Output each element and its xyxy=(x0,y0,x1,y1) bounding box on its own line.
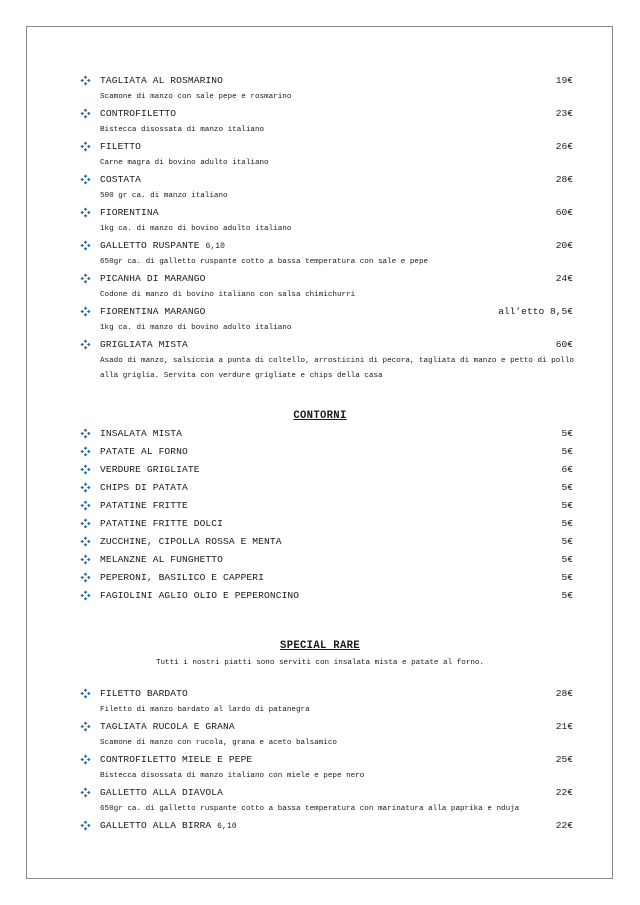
menu-item xyxy=(0,751,640,769)
item-name-text: PATATINE FRITTE DOLCI xyxy=(100,518,224,529)
item-description xyxy=(0,769,640,784)
contorni-section xyxy=(0,425,640,605)
item-description xyxy=(0,736,640,751)
four-diamond-bullet-icon xyxy=(80,554,91,565)
menu-item xyxy=(0,784,640,802)
four-diamond-bullet-icon xyxy=(80,240,91,251)
item-name xyxy=(100,820,237,833)
contorni-heading: CONTORNI xyxy=(293,410,347,422)
item-price: 60€ xyxy=(555,207,573,218)
item-price: 26€ xyxy=(555,141,573,152)
item-name xyxy=(100,536,282,548)
item-description xyxy=(0,354,640,384)
item-name xyxy=(100,721,235,733)
item-name-text: GRIGLIATA MISTA xyxy=(100,339,188,350)
item-description xyxy=(0,802,640,817)
item-price: all’etto 8,5€ xyxy=(498,306,573,317)
item-description-text: Filetto di manzo bardato al lardo di patanegra xyxy=(100,706,310,714)
item-name-text: FAGIOLINI AGLIO OLIO E PEPERONCINO xyxy=(100,590,300,601)
item-price: 5€ xyxy=(561,446,573,457)
four-diamond-bullet-icon xyxy=(80,273,91,284)
four-diamond-bullet-icon xyxy=(80,339,91,350)
item-name-text: FIORENTINA xyxy=(100,207,159,218)
item-description xyxy=(0,189,640,204)
item-name-text: CONTROFILETTO MIELE E PEPE xyxy=(100,754,253,765)
item-price: 22€ xyxy=(555,787,573,798)
item-description-text: Codone di manzo di bovino italiano con salsa chimichurri xyxy=(100,291,356,299)
item-name-text: CONTROFILETTO xyxy=(100,108,177,119)
item-price: 20€ xyxy=(555,240,573,251)
item-name-text: PICANHA DI MARANGO xyxy=(100,273,206,284)
item-name xyxy=(100,754,252,766)
item-name-text: GALLETTO ALLA BIRRA xyxy=(100,820,212,831)
item-description-text: 1kg ca. di manzo di bovino adulto italiano xyxy=(100,225,292,233)
four-diamond-bullet-icon xyxy=(80,306,91,317)
item-description xyxy=(0,288,640,303)
item-price: 22€ xyxy=(555,820,573,831)
item-price: 19€ xyxy=(555,75,573,86)
special-note: Tutti i nostri piatti sono serviti con insalata mista e patate al forno. xyxy=(155,659,485,667)
item-name xyxy=(100,572,264,584)
item-description-text: 650gr ca. di galletto ruspante cotto a bassa temperatura con sale e pepe xyxy=(100,258,429,266)
item-name-text: TAGLIATA RUCOLA E GRANA xyxy=(100,721,235,732)
item-name xyxy=(100,141,141,153)
item-price: 21€ xyxy=(555,721,573,732)
item-allergens: 6,10 xyxy=(217,822,237,831)
item-price: 6€ xyxy=(561,464,573,475)
item-description xyxy=(0,703,640,718)
menu-item xyxy=(0,479,640,497)
item-price: 5€ xyxy=(561,572,573,583)
item-description-text: Asado di manzo, salsiccia a punta di coltello, arrosticini di pecora, tagliata di manzo e petto di pollo alla griglia. Servita con verdure grigliate e chips della casa xyxy=(100,357,574,380)
four-diamond-bullet-icon xyxy=(80,787,91,798)
four-diamond-bullet-icon xyxy=(80,536,91,547)
item-name xyxy=(100,108,176,120)
menu-item xyxy=(0,817,640,835)
menu-item xyxy=(0,171,640,189)
four-diamond-bullet-icon xyxy=(80,518,91,529)
menu-item xyxy=(0,497,640,515)
item-price: 60€ xyxy=(555,339,573,350)
four-diamond-bullet-icon xyxy=(80,482,91,493)
item-price: 28€ xyxy=(555,688,573,699)
item-name xyxy=(100,688,188,700)
item-description-text: Bistecca disossata di manzo italiano xyxy=(100,126,265,134)
four-diamond-bullet-icon xyxy=(80,75,91,86)
item-name xyxy=(100,207,159,219)
item-name-text: TAGLIATA AL ROSMARINO xyxy=(100,75,224,86)
item-price: 5€ xyxy=(561,590,573,601)
item-description-text: Scamone di manzo con rucola, grana e aceto balsamico xyxy=(100,739,337,747)
item-name xyxy=(100,75,223,87)
four-diamond-bullet-icon xyxy=(80,174,91,185)
item-price: 5€ xyxy=(561,500,573,511)
four-diamond-bullet-icon xyxy=(80,572,91,583)
item-name xyxy=(100,464,200,476)
item-name-text: VERDURE GRIGLIATE xyxy=(100,464,200,475)
item-description-text: Carne magra di bovino adulto italiano xyxy=(100,159,269,167)
item-price: 5€ xyxy=(561,554,573,565)
special-heading: SPECIAL RARE xyxy=(280,640,360,652)
four-diamond-bullet-icon xyxy=(80,688,91,699)
item-description-text: 1kg ca. di manzo di bovino adulto italiano xyxy=(100,324,292,332)
menu-item xyxy=(0,685,640,703)
item-name-text: PEPERONI, BASILICO E CAPPERI xyxy=(100,572,265,583)
item-price: 23€ xyxy=(555,108,573,119)
item-name-text: FIORENTINA MARANGO xyxy=(100,306,206,317)
menu-item xyxy=(0,587,640,605)
menu-item xyxy=(0,72,640,90)
item-name xyxy=(100,590,299,602)
menu-item xyxy=(0,425,640,443)
item-description-text: 500 gr ca. di manzo italiano xyxy=(100,192,228,200)
menu-item xyxy=(0,569,640,587)
four-diamond-bullet-icon xyxy=(80,754,91,765)
item-description xyxy=(0,123,640,138)
menu-item xyxy=(0,443,640,461)
item-name xyxy=(100,428,182,440)
menu-item xyxy=(0,204,640,222)
four-diamond-bullet-icon xyxy=(80,464,91,475)
menu-item xyxy=(0,270,640,288)
item-name xyxy=(100,446,188,458)
item-description xyxy=(0,222,640,237)
menu-item xyxy=(0,105,640,123)
item-name-text: ZUCCHINE, CIPOLLA ROSSA E MENTA xyxy=(100,536,282,547)
item-name-text: GALLETTO RUSPANTE xyxy=(100,240,200,251)
menu-item xyxy=(0,461,640,479)
item-description xyxy=(0,321,640,336)
four-diamond-bullet-icon xyxy=(80,590,91,601)
item-name xyxy=(100,306,205,318)
four-diamond-bullet-icon xyxy=(80,446,91,457)
item-description xyxy=(0,90,640,105)
item-name xyxy=(100,240,225,253)
item-name xyxy=(100,518,223,530)
item-description-text: Bistecca disossata di manzo italiano con miele e pepe nero xyxy=(100,772,365,780)
four-diamond-bullet-icon xyxy=(80,820,91,831)
special-section xyxy=(0,685,640,835)
item-name xyxy=(100,554,223,566)
menu-item xyxy=(0,515,640,533)
grill-section xyxy=(0,72,640,384)
item-name xyxy=(100,482,188,494)
item-price: 5€ xyxy=(561,482,573,493)
menu-item xyxy=(0,718,640,736)
item-name-text: GALLETTO ALLA DIAVOLA xyxy=(100,787,224,798)
item-price: 28€ xyxy=(555,174,573,185)
item-price: 5€ xyxy=(561,518,573,529)
four-diamond-bullet-icon xyxy=(80,721,91,732)
item-name xyxy=(100,174,141,186)
item-name-text: COSTATA xyxy=(100,174,142,185)
item-name-text: FILETTO BARDATO xyxy=(100,688,188,699)
menu-item xyxy=(0,303,640,321)
item-price: 24€ xyxy=(555,273,573,284)
item-name xyxy=(100,500,188,512)
item-name-text: INSALATA MISTA xyxy=(100,428,183,439)
item-name-text: MELANZNE AL FUNGHETTO xyxy=(100,554,224,565)
item-name-text: PATATINE FRITTE xyxy=(100,500,188,511)
item-description xyxy=(0,156,640,171)
item-price: 25€ xyxy=(555,754,573,765)
item-name xyxy=(100,339,188,351)
item-allergens: 6,10 xyxy=(205,242,226,251)
item-description-text: 650gr ca. di galletto ruspante cotto a bassa temperatura con marinatura alla paprika e nduja xyxy=(100,805,520,813)
item-name xyxy=(100,787,223,799)
menu-item xyxy=(0,551,640,569)
four-diamond-bullet-icon xyxy=(80,500,91,511)
menu-item xyxy=(0,336,640,354)
menu-item xyxy=(0,533,640,551)
four-diamond-bullet-icon xyxy=(80,108,91,119)
four-diamond-bullet-icon xyxy=(80,207,91,218)
item-name-text: FILETTO xyxy=(100,141,142,152)
four-diamond-bullet-icon xyxy=(80,428,91,439)
item-price: 5€ xyxy=(561,428,573,439)
four-diamond-bullet-icon xyxy=(80,141,91,152)
item-description-text: Scamone di manzo con sale pepe e rosmarino xyxy=(100,93,292,101)
item-name-text: CHIPS DI PATATA xyxy=(100,482,188,493)
item-name-text: PATATE AL FORNO xyxy=(100,446,188,457)
item-price: 5€ xyxy=(561,536,573,547)
item-description xyxy=(0,255,640,270)
menu-item xyxy=(0,237,640,255)
item-name xyxy=(100,273,205,285)
menu-item xyxy=(0,138,640,156)
